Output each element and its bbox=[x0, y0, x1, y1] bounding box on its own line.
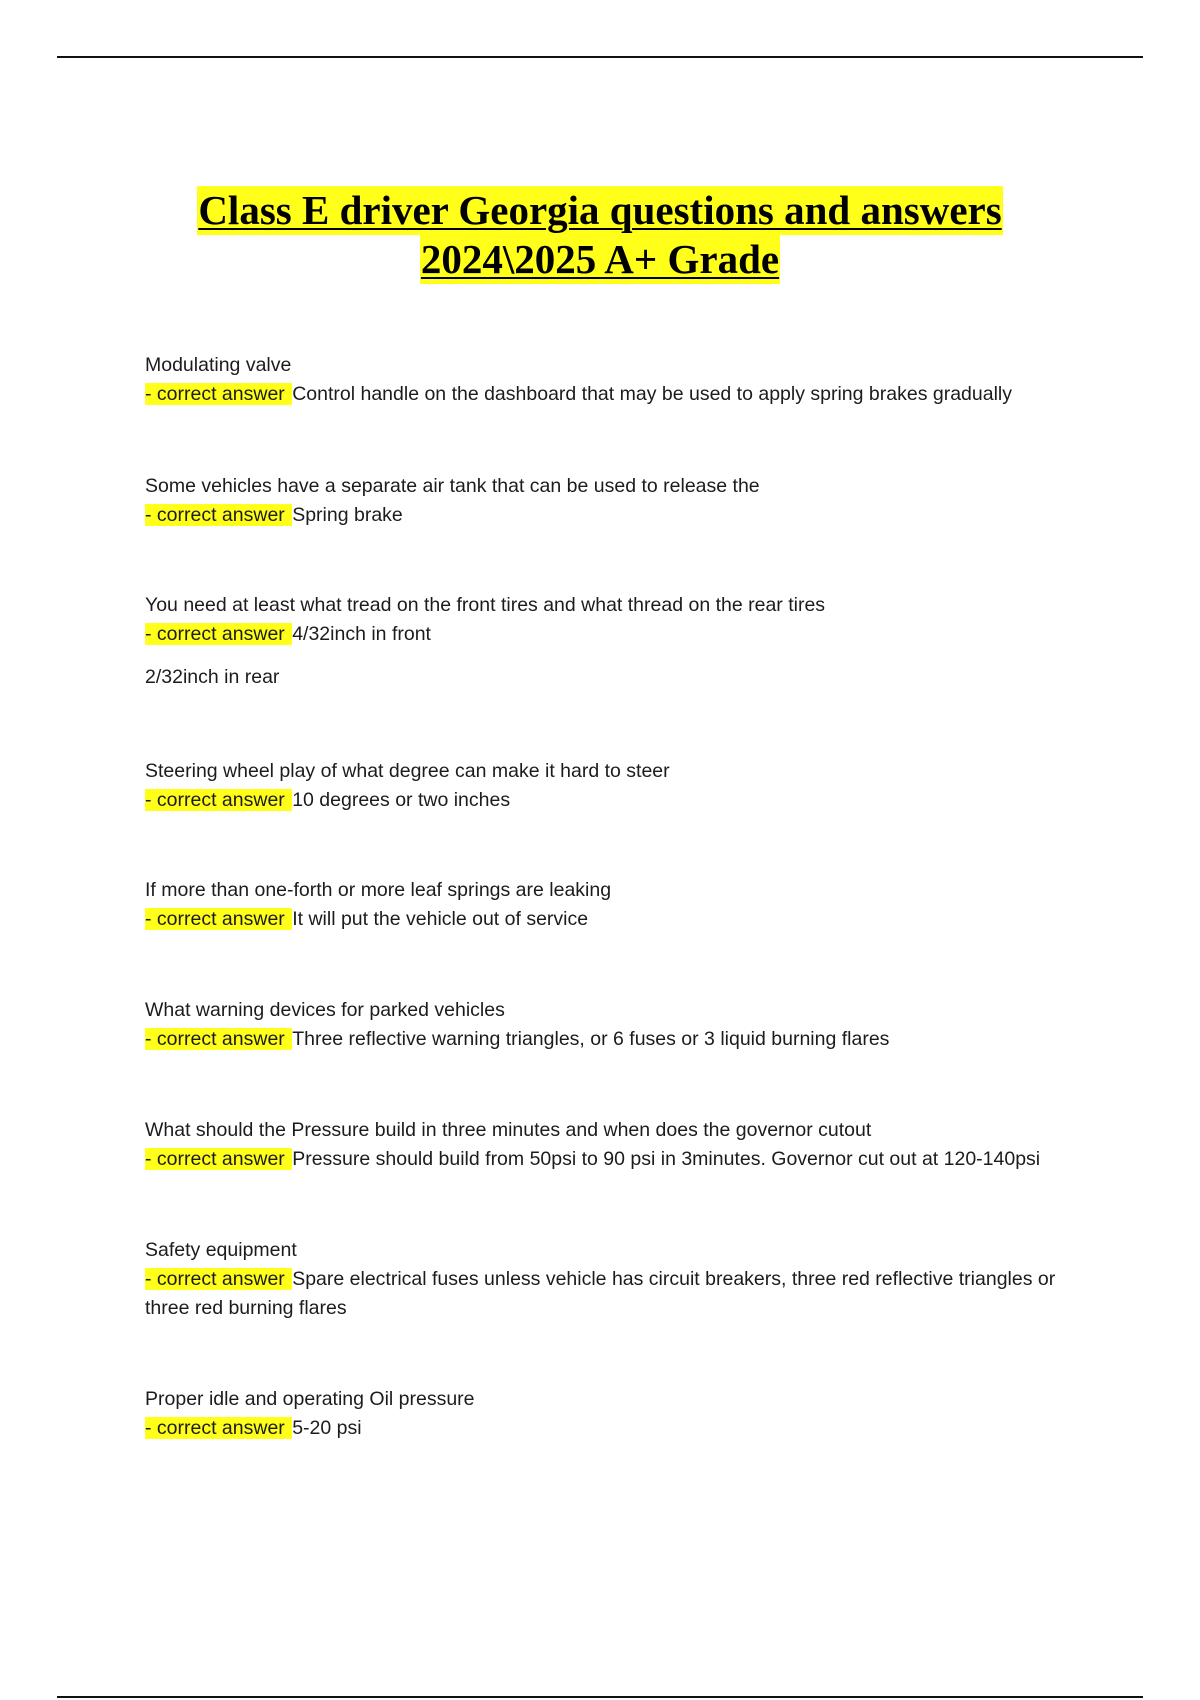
answer-text: 5-20 psi bbox=[292, 1417, 362, 1439]
question-text: Safety equipment bbox=[145, 1239, 297, 1261]
question-text: Modulating valve bbox=[145, 354, 292, 376]
correct-answer-label: - correct answer bbox=[145, 623, 291, 645]
answer-text: Control handle on the dashboard that may be used to apply spring brakes gradually bbox=[292, 383, 1012, 405]
question-text: Some vehicles have a separate air tank that can be used to release the bbox=[145, 475, 760, 497]
answer-text: Three reflective warning triangles, or 6 fuses or 3 liquid burning flares bbox=[292, 1028, 890, 1050]
question-text: Proper idle and operating Oil pressure bbox=[145, 1388, 475, 1410]
qa-item-air-pressure bbox=[145, 1116, 1085, 1174]
qa-item-steering-play bbox=[145, 757, 1085, 815]
answer-text: 10 degrees or two inches bbox=[292, 789, 511, 811]
answer-text: It will put the vehicle out of service bbox=[292, 908, 589, 930]
correct-answer-label: - correct answer bbox=[145, 908, 291, 930]
question-text: What should the Pressure build in three minutes and when does the governor cutout bbox=[145, 1119, 872, 1141]
correct-answer-label: - correct answer bbox=[145, 789, 291, 811]
correct-answer-label: - correct answer bbox=[145, 1028, 291, 1050]
qa-item-oil-pressure bbox=[145, 1385, 1085, 1443]
qa-item-leaf-springs bbox=[145, 876, 1085, 934]
bottom-rule bbox=[57, 1696, 1143, 1698]
title-line-2: 2024\2025 A+ Grade bbox=[420, 236, 780, 282]
correct-answer-label: - correct answer bbox=[145, 1268, 291, 1290]
question-text: If more than one-forth or more leaf springs are leaking bbox=[145, 879, 612, 901]
answer-text: Spare electrical fuses unless vehicle has circuit breakers, three red reflective triangles or three red burning flares bbox=[145, 1268, 1056, 1319]
answer-text: Pressure should build from 50psi to 90 psi in 3minutes. Governor cut out at 120-140psi bbox=[292, 1148, 1041, 1170]
qa-item-safety-equipment bbox=[145, 1236, 1085, 1323]
answer-text: Spring brake bbox=[292, 504, 403, 526]
correct-answer-label: - correct answer bbox=[145, 1417, 291, 1439]
top-rule bbox=[57, 56, 1143, 58]
document-title bbox=[0, 186, 1200, 284]
question-text: Steering wheel play of what degree can make it hard to steer bbox=[145, 760, 670, 782]
qa-item-tire-tread bbox=[145, 591, 1085, 692]
correct-answer-label: - correct answer bbox=[145, 383, 291, 405]
question-text: You need at least what tread on the front tires and what thread on the rear tires bbox=[145, 594, 826, 616]
qa-item-warning-devices bbox=[145, 996, 1085, 1054]
question-text: What warning devices for parked vehicles bbox=[145, 999, 505, 1021]
answer-extra-text: 2/32inch in rear bbox=[145, 666, 280, 688]
title-line-1: Class E driver Georgia questions and answers bbox=[198, 187, 1002, 233]
answer-text: 4/32inch in front bbox=[292, 623, 431, 645]
qa-item-air-tank bbox=[145, 472, 1085, 530]
qa-item-modulating-valve bbox=[145, 351, 1085, 409]
correct-answer-label: - correct answer bbox=[145, 504, 291, 526]
correct-answer-label: - correct answer bbox=[145, 1148, 291, 1170]
